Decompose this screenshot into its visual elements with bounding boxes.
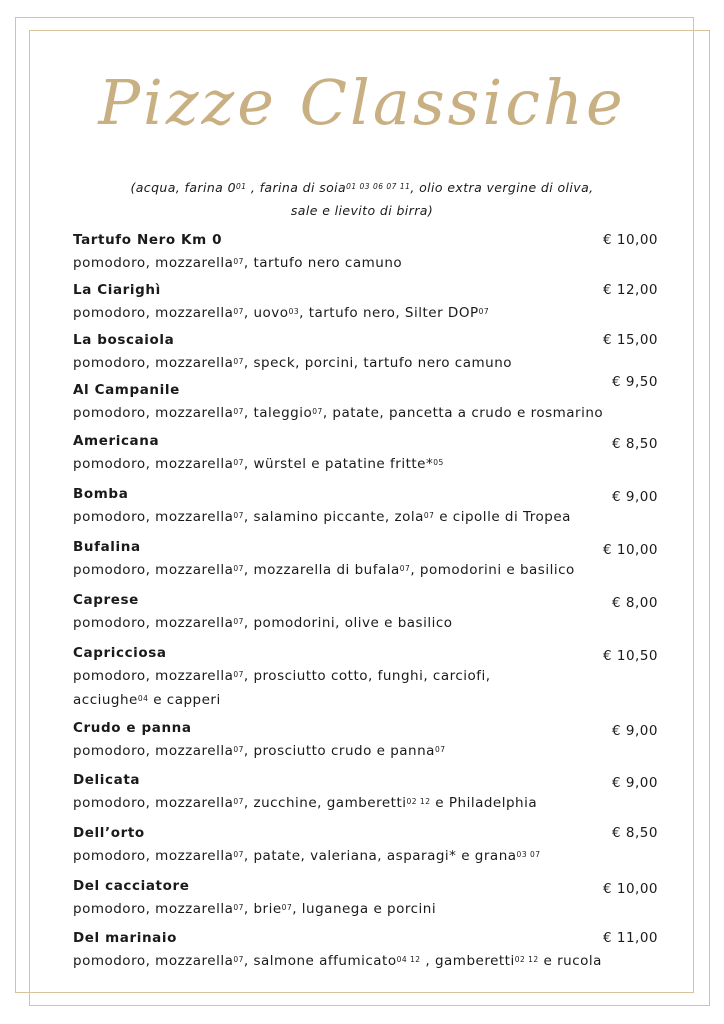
pizza-ingredients [73, 791, 658, 815]
ingredient-text: pomodoro, mozzarella [73, 953, 234, 969]
ingredient-text: , patate, valeriana, asparagi* e grana [243, 848, 517, 864]
allergen-code: 02 12 [514, 955, 539, 964]
ingredient-text: e capperi [148, 692, 221, 708]
menu-item [73, 717, 658, 763]
pizza-name: Del marinaio [73, 930, 177, 946]
menu-item [73, 374, 658, 425]
ingredient-text: e cipolle di Tropea [434, 509, 571, 525]
ingredient-text: pomodoro, mozzarella [73, 848, 234, 864]
allergen-code: 07 [312, 407, 323, 416]
pizza-ingredients [73, 844, 658, 868]
ingredient-text: , gamberetti [420, 953, 515, 969]
pizza-name: La boscaiola [73, 332, 175, 348]
allergen-code: 03 [288, 307, 300, 316]
ingredient-text: , salamino piccante, zola [243, 509, 424, 525]
allergen-code: 07 [233, 458, 244, 467]
ingredient-text: pomodoro, mozzarella [73, 255, 234, 271]
pizza-price: € 9,00 [612, 775, 658, 791]
pizza-name: Al Campanile [73, 382, 180, 398]
ingredient-text: , tartufo nero camuno [243, 255, 403, 271]
allergen-code: 07 [233, 670, 244, 679]
ingredient-text: pomodoro, mozzarella [73, 668, 234, 684]
ingredient-text: pomodoro, mozzarella [73, 795, 234, 811]
ingredient-text: , speck, porcini, tartufo nero camuno [243, 355, 513, 371]
allergen-code: 04 [137, 694, 149, 703]
pizza-name: Crudo e panna [73, 720, 192, 736]
ingredient-text: , taleggio [243, 405, 313, 421]
pizza-name: Capricciosa [73, 645, 167, 661]
ingredient-text: pomodoro, mozzarella [73, 405, 234, 421]
allergen-code: 07 [233, 307, 244, 316]
menu-item [73, 229, 658, 275]
ingredient-text: , prosciutto crudo e panna [243, 743, 435, 759]
pizza-price: € 10,50 [602, 648, 658, 664]
menu-item [73, 642, 658, 712]
pizza-name: Bomba [73, 486, 129, 502]
pizza-name: Tartufo Nero Km 0 [73, 232, 223, 248]
ingredient-text: , würstel e patatine fritte* [243, 456, 434, 472]
ingredient-text: , pomodorini, olive e basilico [243, 615, 453, 631]
ingredient-text: , brie [243, 901, 282, 917]
ingredient-text: , mozzarella di bufala [243, 562, 400, 578]
allergen-code: 07 [233, 564, 244, 573]
ingredient-text: pomodoro, mozzarella [73, 305, 234, 321]
pizza-price: € 12,00 [602, 282, 658, 298]
ingredient-text: pomodoro, mozzarella [73, 743, 234, 759]
pizza-price: € 11,00 [602, 930, 658, 946]
ingredient-text: pomodoro, mozzarella [73, 355, 234, 371]
pizza-name: La Ciarighì [73, 282, 161, 298]
allergen-code: 07 [233, 850, 244, 859]
pizza-price: € 9,00 [612, 489, 658, 505]
ingredient-text: pomodoro, mozzarella [73, 456, 234, 472]
allergen-code: 02 12 [406, 797, 431, 806]
pizza-name: Delicata [73, 772, 141, 788]
ingredient-text: pomodoro, mozzarella [73, 615, 234, 631]
pizza-price: € 10,00 [602, 232, 658, 248]
ingredient-text: , luganega e porcini [292, 901, 437, 917]
allergen-code: 07 [233, 407, 244, 416]
allergen-code: 03 07 [516, 850, 541, 859]
ingredient-text: , patate, pancetta a crudo e rosmarino [322, 405, 604, 421]
allergen-code: 07 [233, 357, 244, 366]
ingredient-text: , tartufo nero, Silter DOP [299, 305, 479, 321]
ingredient-text: , uovo [243, 305, 289, 321]
allergen-code: 07 [233, 257, 244, 266]
ingredient-text: e Philadelphia [430, 795, 538, 811]
pizza-ingredients [73, 505, 658, 529]
ingredient-text: e rucola [538, 953, 602, 969]
ingredient-text: acciughe [73, 692, 138, 708]
ingredient-text: pomodoro, mozzarella [73, 901, 234, 917]
ingredient-text: , prosciutto cotto, funghi, carciofi, [243, 668, 491, 684]
allergen-code: 07 [233, 797, 244, 806]
pizza-price: € 9,00 [612, 723, 658, 739]
menu-item [73, 329, 658, 375]
pizza-price: € 9,50 [612, 374, 658, 390]
allergen-code: 07 [281, 903, 293, 912]
pizza-price: € 8,00 [612, 595, 658, 611]
ingredient-text: , pomodorini e basilico [410, 562, 575, 578]
pizza-price: € 10,00 [602, 542, 658, 558]
menu-item [73, 279, 658, 325]
menu-item [73, 822, 658, 868]
pizza-ingredients [73, 897, 658, 921]
menu-item [73, 769, 658, 815]
ingredient-text: , salmone affumicato [243, 953, 397, 969]
ingredient-text: , zucchine, gamberetti [243, 795, 407, 811]
pizza-name: Del cacciatore [73, 878, 190, 894]
allergen-code: 05 [433, 458, 444, 467]
pizza-ingredients [73, 664, 658, 712]
allergen-code: 07 [423, 511, 435, 520]
pizza-name: Dell’orto [73, 825, 145, 841]
allergen-code: 07 [233, 511, 244, 520]
menu-item [73, 875, 658, 921]
pizza-ingredients [73, 739, 658, 763]
allergen-code: 07 [233, 617, 244, 626]
allergen-code: 07 [233, 903, 244, 912]
pizza-ingredients [73, 251, 658, 275]
menu-item [73, 589, 658, 635]
menu-item [73, 483, 658, 529]
allergen-code: 07 [399, 564, 411, 573]
pizza-price: € 15,00 [602, 332, 658, 348]
allergen-code: 07 [434, 745, 446, 754]
ingredient-text: pomodoro, mozzarella [73, 562, 234, 578]
pizza-ingredients [73, 611, 658, 635]
pizza-ingredients [73, 949, 658, 973]
pizza-ingredients [73, 301, 658, 325]
pizza-price: € 8,50 [612, 825, 658, 841]
menu-item [73, 430, 658, 476]
allergen-code: 07 [233, 955, 244, 964]
pizza-name: Americana [73, 433, 160, 449]
ingredient-text: pomodoro, mozzarella [73, 509, 234, 525]
pizza-price: € 10,00 [602, 881, 658, 897]
menu-item [73, 536, 658, 582]
pizza-name: Bufalina [73, 539, 141, 555]
pizza-ingredients [73, 558, 658, 582]
pizza-ingredients [73, 452, 658, 476]
allergen-code: 07 [233, 745, 244, 754]
allergen-code: 07 [478, 307, 490, 316]
pizza-name: Caprese [73, 592, 139, 608]
pizza-ingredients [73, 401, 658, 425]
menu-title: Pizze Classiche [98, 66, 626, 139]
menu-item [73, 927, 658, 973]
pizza-ingredients [73, 351, 658, 375]
pizza-price: € 8,50 [612, 436, 658, 452]
allergen-code: 04 12 [396, 955, 421, 964]
dough-ingredients: (acqua, farina $0^{01}$ , farina di soia$^{01 03 06 07 11}$, olio extra vergine di oliva, sale e lievito di birra) [130, 180, 594, 218]
